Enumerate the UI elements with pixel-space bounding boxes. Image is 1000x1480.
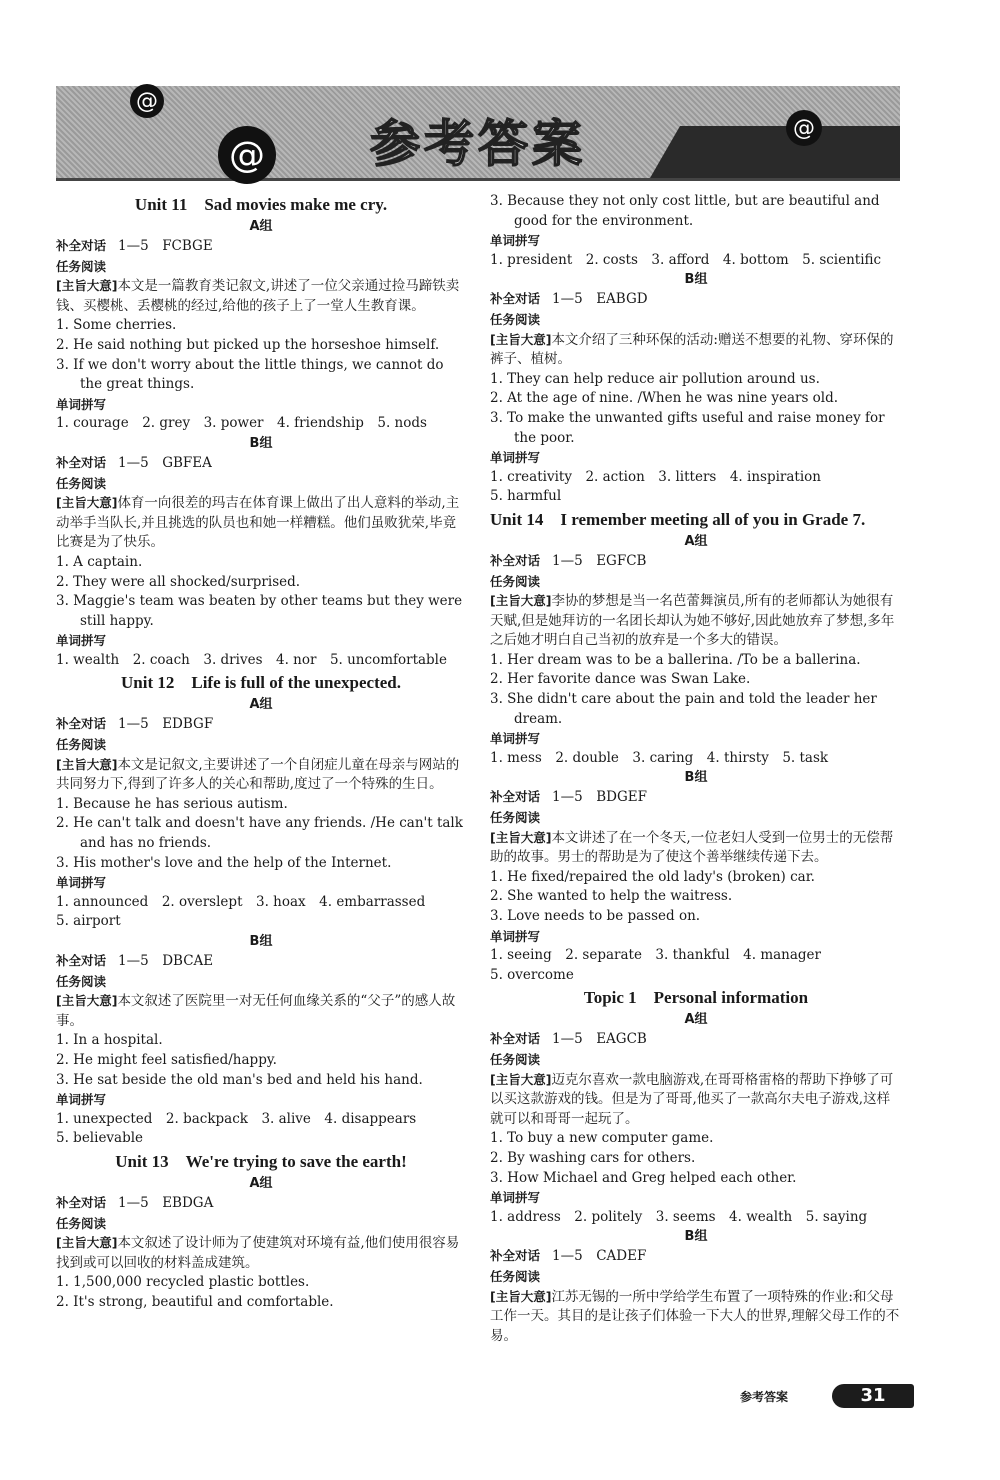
answer-line: 2. She wanted to help the waitress. [490,888,733,905]
answer-line: 3. Love needs to be passed on. [490,908,701,924]
swirl-icon: @ [218,126,276,184]
spelling-answers: 1. creativity 2. action 3. litters 4. inspiration [490,468,821,485]
main-idea: [主旨大意]本文是记叙文,主要讲述了一个自闭症儿童在母亲与网站的共同努力下,得到了许多人的关心和帮助,度过了一个特殊的生日。 [56,756,460,793]
group-label: A组 [684,1012,708,1028]
answer-line: 3. If we don't worry about the little things, we cannot do the great things. [56,356,444,393]
spelling-label: 单词拼写 [490,1190,541,1206]
unit-title: Unit 12 Life is full of the unexpected. [120,673,402,693]
group-label: A组 [684,533,708,549]
answer-line: 2. He said nothing but picked up the horseshoe himself. [56,336,440,353]
reading-label: 任务阅读 [56,258,107,274]
spelling-label: 单词拼写 [56,633,107,649]
group-label: B组 [249,934,273,949]
group-label: A组 [249,219,273,234]
answer-line: 1. In a hospital. [56,1032,163,1049]
spelling-answers: 1. president 2. costs 3. afford 4. bottom 5. scientific [490,251,882,268]
answer-line: 1. He fixed/repaired the old lady's (broken) car. [490,868,815,885]
dialog-answer: 补全对话 1—5 CADEF [490,1248,647,1265]
reading-label: 任务阅读 [490,1268,541,1284]
answer-line: 1. A captain. [56,553,143,570]
answer-line: 3. To make the unwanted gifts useful and raise money for the poor. [490,409,885,446]
answer-line: 3. Because they not only cost little, but are beautiful and good for the environment. [490,193,880,229]
answer-line: 1. They can help reduce air pollution around us. [490,370,820,387]
answer-line: 3. He sat beside the old man's bed and held his hand. [56,1071,423,1088]
answer-line: 2. It's strong, beautiful and comfortable. [56,1293,334,1310]
spelling-label: 单词拼写 [490,928,541,944]
answer-line: 3. She didn't care about the pain and told the leader her dream. [490,691,877,727]
reading-label: 任务阅读 [56,737,107,753]
spelling-answers: 1. seeing 2. separate 3. thankful 4. manager [490,947,822,964]
answer-line: 3. How Michael and Greg helped each other. [490,1169,797,1186]
main-idea: [主旨大意]李协的梦想是当一名芭蕾舞演员,所有的老师都认为她很有天赋,但是她拜访的一名团长却认为她不够好,因此她放弃了梦想,多年之后她才明白自己当初的放弃是一个多大的错误。 [490,593,895,649]
spelling-label: 单词拼写 [490,731,541,747]
dialog-answer: 补全对话 1—5 EABGD [490,291,648,308]
main-idea: [主旨大意]本文叙述了医院里一对无任何血缘关系的“父子”的感人故事。 [56,993,456,1029]
page-number: 31 [832,1384,914,1408]
reading-label: 任务阅读 [56,973,107,989]
spelling-label: 单词拼写 [56,396,107,412]
reading-label: 任务阅读 [490,311,541,327]
answer-line: 2. Her favorite dance was Swan Lake. [490,671,751,688]
answer-line: 1. To buy a new computer game. [490,1130,714,1147]
unit-title: Topic 1 Personal information [583,988,809,1008]
main-idea: [主旨大意]迈克尔喜欢一款电脑游戏,在哥哥格雷格的帮助下挣够了可以买这款游戏的钱。但是为了哥哥,他买了一款高尔夫电子游戏,这样就可以和哥哥一起玩了。 [490,1071,894,1127]
spelling-answers: 5. harmful [490,488,562,505]
dialog-label: 补全对话 [56,238,107,253]
spelling-answers: 1. address 2. politely 3. seems 4. wealth 5. saying [490,1208,868,1225]
reading-label: 任务阅读 [490,573,541,589]
answer-line: 1. 1,500,000 recycled plastic bottles. [56,1274,310,1291]
spelling-answers: 1. courage 2. grey 3. power 4. friendship 5. nods [56,415,427,432]
answer-line: 2. At the age of nine. /When he was nine years old. [490,390,839,407]
group-label: A组 [249,1175,273,1191]
unit-title: Unit 13 We're trying to save the earth! [115,1151,407,1171]
dialog-answer: 补全对话 1—5 BDGEF [490,789,647,806]
main-idea: [主旨大意]体育一向很差的玛吉在体育课上做出了出人意料的举动,主动举手当队长,并且挑选的队员也和她一样糟糕。他们虽败犹荣,毕竟比赛是为了快乐。 [56,495,460,551]
dialog-answer: 补全对话 1—5 EBDGA [56,1194,214,1211]
spelling-answers: 5. overcome [490,966,574,983]
main-idea: [主旨大意]本文讲述了在一个冬天,一位老妇人受到一位男士的无偿帮助的故事。男士的帮助是为了使这个善举继续传递下去。 [490,829,894,866]
page-footer [740,1382,940,1412]
swirl-icon: @ [130,84,164,118]
spelling-label: 单词拼写 [56,1092,107,1108]
group-label: A组 [249,697,273,713]
spelling-answers: 1. announced 2. overslept 3. hoax 4. embarrassed [56,893,426,910]
swirl-icon: @ [786,110,822,146]
spelling-label: 单词拼写 [490,233,541,249]
dialog-answer: 补全对话 1—5 EDBGF [56,716,214,733]
spelling-answers: 1. wealth 2. coach 3. drives 4. nor 5. uncomfortable [56,651,447,668]
group-label: B组 [684,770,708,786]
answer-line: 3. Maggie's team was beaten by other teams but they were still happy. [56,593,463,629]
spelling-answers: 1. unexpected 2. backpack 3. alive 4. disappears [56,1110,417,1127]
answer-line: 2. He might feel satisfied/happy. [56,1051,277,1068]
right-column [490,192,902,1346]
spelling-answers: 5. believable [56,1130,144,1147]
reading-label: 任务阅读 [56,1215,107,1231]
dialog-answer: 补全对话 1—5 FCBGE [56,238,213,254]
group-label: B组 [684,1229,708,1245]
answer-line: 1. Some cherries. [56,317,177,334]
header-banner [56,86,900,181]
answer-line: 1. Her dream was to be a ballerina. /To be a ballerina. [490,651,861,668]
group-label: B组 [249,435,273,451]
main-idea: [主旨大意]本文叙述了设计师为了使建筑对环境有益,他们使用很容易找到或可以回收的材料盖成建筑。 [56,1235,460,1271]
spelling-label: 单词拼写 [490,450,541,466]
group-label: B组 [684,272,708,288]
main-idea: [主旨大意]江苏无锡的一所中学给学生布置了一项特殊的作业:和父母工作一天。其目的是让孩子们体验一下大人的世界,理解父母工作的不易。 [490,1288,900,1344]
dialog-answer: 补全对话 1—5 EAGCB [490,1031,647,1048]
answer-line: 2. By washing cars for others. [490,1149,696,1166]
answer-line: 2. They were all shocked/surprised. [56,573,301,590]
answer-line: 1. Because he has serious autism. [56,795,288,812]
spelling-label: 单词拼写 [56,875,107,891]
left-column [56,192,466,1313]
unit-title: Unit 14 I remember meeting all of you in Grade 7. [490,509,866,529]
main-idea: [主旨大意]本文是一篇教育类记叙文,讲述了一位父亲通过捡马蹄铁卖钱、买樱桃、丢樱桃的经过,给他的孩子上了一堂人生教育课。 [56,278,460,314]
page-title: 参考答案 [370,115,586,173]
spelling-answers: 5. airport [56,913,121,930]
answer-line: 2. He can't talk and doesn't have any friends. /He can't talk and has no friends. [56,815,463,852]
dialog-answer: 补全对话 1—5 EGFCB [490,552,647,569]
footer-label: 参考答案 [740,1390,789,1404]
answer-line: 3. His mother's love and the help of the Internet. [56,854,392,871]
dialog-answer: 补全对话 1—5 DBCAE [56,953,214,969]
dialog-answer: 补全对话 1—5 GBFEA [56,454,212,471]
unit-title: Unit 11 Sad movies make me cry. [134,195,388,214]
spelling-answers: 1. mess 2. double 3. caring 4. thirsty 5. task [490,749,829,766]
reading-label: 任务阅读 [490,1051,541,1067]
reading-label: 任务阅读 [490,810,541,826]
reading-label: 任务阅读 [56,475,107,491]
main-idea: [主旨大意]本文介绍了三种环保的活动:赠送不想要的礼物、穿环保的裤子、植树。 [490,331,894,368]
